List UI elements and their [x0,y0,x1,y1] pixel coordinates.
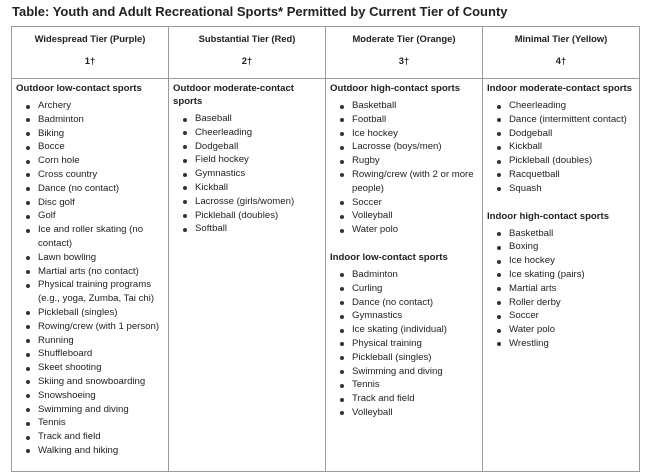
sport-list-item: Lacrosse (boys/men) [330,140,478,154]
sport-list-item: Baseball [173,112,321,126]
sport-list-item: Cheerleading [173,126,321,140]
sport-list-item: Rowing/crew (with 1 person) [16,320,164,334]
sport-list-item: Snowshoeing [16,389,164,403]
sports-tier-table [11,26,640,472]
sport-list-item: Martial arts [487,282,635,296]
sport-list-item: Basketball [487,227,635,241]
sport-list-item: Field hockey [173,153,321,167]
tier-cell-substantial [169,79,326,472]
sport-list-item: Racquetball [487,168,635,182]
sport-list-item: Water polo [487,323,635,337]
sport-list-item: Tennis [330,378,478,392]
sport-list-item: Tennis [16,416,164,430]
tier-header-moderate [326,27,483,79]
sport-list-item: Biking [16,127,164,141]
category-heading: Outdoor moderate-contact sports [173,83,294,107]
sport-list-item: Skeet shooting [16,361,164,375]
sport-list-item: Physical training programs (e.g., yoga, Zumba, Tai chi) [16,278,164,306]
sport-list-item: Pickleball (doubles) [487,154,635,168]
sport-list-item: Softball [173,222,321,236]
sport-list-item: Dance (intermittent contact) [487,113,635,127]
sport-list-item: Dodgeball [487,127,635,141]
sport-list-item: Kickball [487,140,635,154]
sport-list-item: Dodgeball [173,140,321,154]
tier-name: Substantial Tier (Red) [198,33,296,44]
sport-list [173,112,321,236]
sport-list-item: Ice and roller skating (no contact) [16,223,164,251]
tier-number: 4† [555,55,567,66]
sport-list [330,99,478,237]
tier-number: 2† [241,55,253,66]
sport-list-item: Track and field [16,430,164,444]
sport-list-item: Rugby [330,154,478,168]
sport-list-item: Football [330,113,478,127]
sport-list-item: Wrestling [487,337,635,351]
category-heading: Indoor high-contact sports [487,210,610,222]
tier-cell-widespread [12,79,169,472]
sport-list [330,268,478,420]
sport-list-item: Walking and hiking [16,444,164,458]
sport-list-item: Cheerleading [487,99,635,113]
sport-list-item: Roller derby [487,296,635,310]
category-heading: Outdoor high-contact sports [330,83,461,94]
sport-list-item: Ice skating (pairs) [487,268,635,282]
sport-list-item: Cross country [16,168,164,182]
category-heading: Outdoor low-contact sports [16,83,142,94]
table-title: Table: Youth and Adult Recreational Sports* Permitted by Current Tier of County [12,4,508,19]
table-header-row [12,27,640,79]
sport-list-item: Shuffleboard [16,347,164,361]
sport-list-item: Golf [16,209,164,223]
table-body-row [12,79,640,472]
sport-list [487,99,635,196]
sport-list-item: Pickleball (singles) [330,351,478,365]
sport-list-item: Physical training [330,337,478,351]
category-heading: Indoor low-contact sports [330,251,448,263]
tier-name: Widespread Tier (Purple) [34,33,146,44]
sport-list-item: Volleyball [330,406,478,420]
sport-list-item: Pickleball (doubles) [173,209,321,223]
sport-list-item: Ice hockey [330,127,478,141]
tier-number: 3† [398,55,410,66]
sport-list-item: Badminton [330,268,478,282]
tier-header-minimal [483,27,640,79]
tier-name: Minimal Tier (Yellow) [514,33,608,44]
sport-list-item: Soccer [487,309,635,323]
sport-list-item: Rowing/crew (with 2 or more people) [330,168,478,196]
sport-list-item: Boxing [487,240,635,254]
sport-list-item: Ice skating (individual) [330,323,478,337]
sport-list-item: Curling [330,282,478,296]
sport-list-item: Lacrosse (girls/women) [173,195,321,209]
tier-header-substantial [169,27,326,79]
sport-list-item: Dance (no contact) [330,296,478,310]
tier-cell-minimal [483,79,640,472]
tier-header-widespread [12,27,169,79]
sport-list-item: Running [16,334,164,348]
sport-list-item: Gymnastics [330,309,478,323]
sport-list-item: Water polo [330,223,478,237]
sport-list-item: Corn hole [16,154,164,168]
tier-name: Moderate Tier (Orange) [352,33,456,44]
sport-list-item: Skiing and snowboarding [16,375,164,389]
sport-list-item: Soccer [330,196,478,210]
sport-list-item: Badminton [16,113,164,127]
sport-list-item: Pickleball (singles) [16,306,164,320]
sport-list-item: Dance (no contact) [16,182,164,196]
sport-list-item: Gymnastics [173,167,321,181]
sport-list-item: Kickball [173,181,321,195]
sport-list [487,227,635,351]
tier-number: 1† [84,55,96,66]
category-heading: Indoor moderate-contact sports [487,83,632,94]
sport-list-item: Martial arts (no contact) [16,265,164,279]
sport-list-item: Swimming and diving [330,365,478,379]
sport-list [16,99,164,458]
tier-cell-moderate [326,79,483,472]
sport-list-item: Swimming and diving [16,403,164,417]
sport-list-item: Lawn bowling [16,251,164,265]
sport-list-item: Squash [487,182,635,196]
sport-list-item: Bocce [16,140,164,154]
sport-list-item: Basketball [330,99,478,113]
sport-list-item: Archery [16,99,164,113]
sport-list-item: Disc golf [16,196,164,210]
sport-list-item: Track and field [330,392,478,406]
sport-list-item: Ice hockey [487,254,635,268]
sport-list-item: Volleyball [330,209,478,223]
